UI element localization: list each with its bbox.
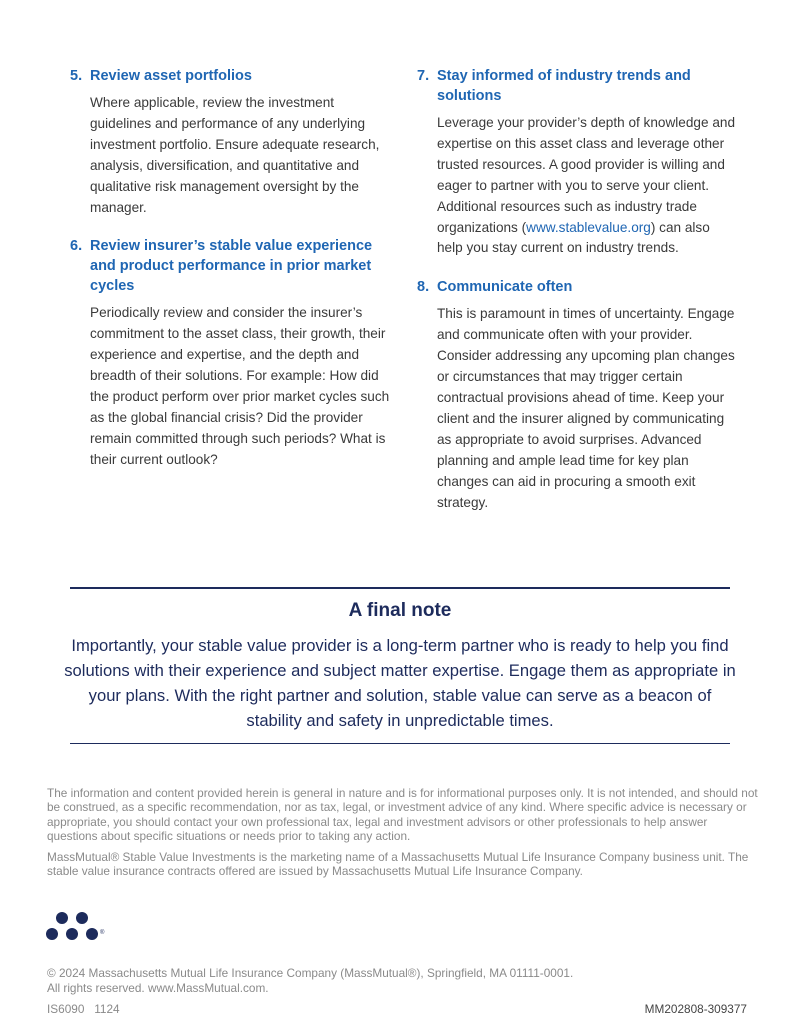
copyright-line: All rights reserved. www.MassMutual.com. (47, 980, 269, 995)
section-body (437, 113, 735, 259)
disclaimer (47, 786, 759, 886)
logo-dot (86, 928, 98, 940)
logo-dot (76, 912, 88, 924)
section-title: Communicate often (437, 279, 573, 296)
section-number: 7. (417, 68, 430, 84)
logo-dot (46, 928, 58, 940)
left-column (70, 66, 390, 489)
footer-code-right: MM202808-309377 (644, 1002, 747, 1016)
logo-dot (66, 928, 78, 940)
final-note-title: A final note (348, 600, 452, 621)
section-title: Stay informed of industry trends and solutions (437, 68, 691, 104)
massmutual-dots-logo-icon (46, 912, 106, 942)
section-body: Where applicable, review the investment guidelines and performance of any underlying investment portfolio. Ensure adequate research, analysis, diversification, and quantitative and qualitative risk management oversight by the manager. (90, 95, 380, 215)
registered-mark: ® (100, 930, 105, 936)
section-title: Review asset portfolios (90, 68, 252, 84)
section-heading (70, 236, 390, 296)
stablevalue-link[interactable]: www.stablevalue.org (526, 219, 651, 235)
section-8 (417, 277, 735, 513)
section-6 (70, 236, 390, 470)
disclaimer-paragraph: The information and content provided herein is general in nature and is for informational purposes only. It is not intended, and should not be construed, as a specific recommendation, nor as tax, legal, or investment advice of any kind. Where specific advice is necessary or appropriate, you should contact your own professional tax, legal and investment advisors or other professionals to help answer questions about specific situations or needs prior to taking any action. (47, 786, 758, 843)
divider-top (70, 587, 730, 589)
section-body: Periodically review and consider the insurer’s commitment to the asset class, their growth, their experience and expertise, and the depth and breadth of their solutions. For example: How did the product perform over prior market cycles such as the global financial crisis? Did the provider remain committed through such periods? What is their current outlook? (90, 305, 390, 467)
section-heading (70, 66, 390, 86)
logo-dot (56, 912, 68, 924)
section-heading (417, 277, 735, 297)
section-number: 8. (417, 279, 430, 296)
final-note-text: Importantly, your stable value provider is a long-term partner who is ready to help you find solutions with their experience and subject matter expertise. Engage them as appropriate in your plans. With the right partner and solution, stable value can serve as a beacon of stability and safety in unpredictable times. (64, 636, 736, 730)
copyright-line: © 2024 Massachusetts Mutual Life Insurance Company (MassMutual®), Springfield, MA 01111-0001. (47, 966, 574, 980)
divider-bottom (70, 743, 730, 744)
body-text: ) can also help you stay current on industry trends. (437, 219, 710, 256)
section-7 (417, 66, 735, 259)
footer-code-left: IS6090 1124 (47, 1002, 120, 1016)
disclaimer-paragraph: MassMutual® Stable Value Investments is the marketing name of a Massachusetts Mutual Life Insurance Company business unit. The stable value insurance contracts offered are issued by Massachusetts Mutual Life Insurance Company. (47, 850, 749, 879)
section-5 (70, 66, 390, 218)
section-body: This is paramount in times of uncertainty. Engage and communicate often with your provider. Consider addressing any upcoming plan changes or circumstances that may trigger certain contractual provisions ahead of time. Keep your client and the insurer aligned by communicating as appropriate to avoid surprises. Advanced planning and ample lead time for key plan changes can aid in procuring a smooth exit strategy. (437, 306, 735, 510)
footer-copyright (47, 966, 573, 995)
body-text: Leverage your provider’s depth of knowledge and expertise on this asset class and leverage other trusted resources. A good provider is willing and eager to partner with you to serve your client. Additional resources such as industry trade organizations ( (437, 115, 736, 235)
section-number: 5. (70, 68, 83, 84)
section-heading (417, 66, 735, 106)
section-title: Review insurer’s stable value experience and product performance in prior market cycles (90, 238, 373, 295)
section-number: 6. (70, 238, 83, 255)
right-column (417, 66, 735, 531)
